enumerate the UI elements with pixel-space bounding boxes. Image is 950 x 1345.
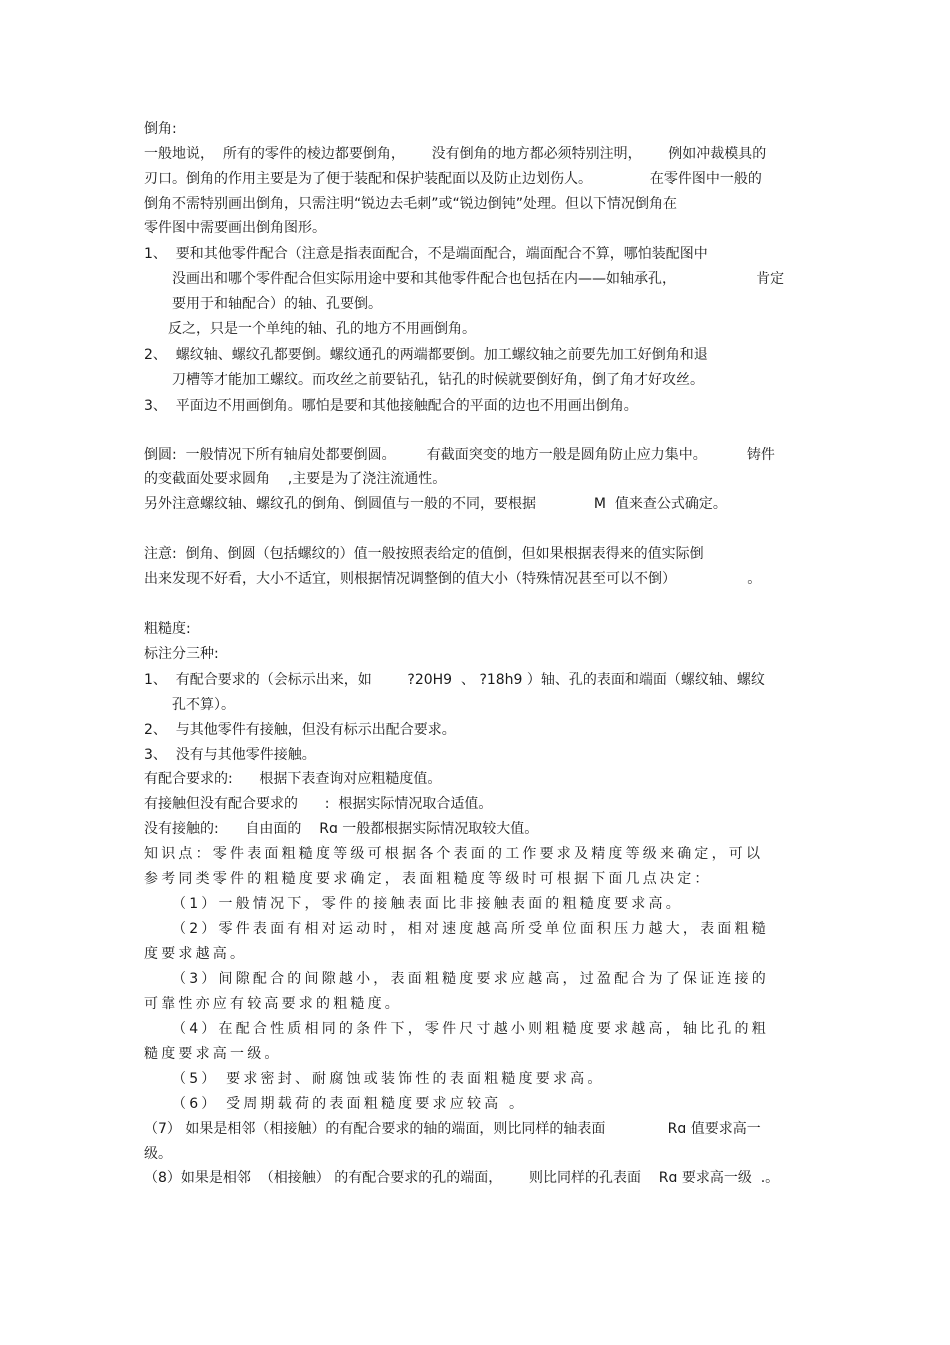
knowledge-line: 参考同类零件的粗糙度要求确定，表面粗糙度等级时可根据下面几点决定： xyxy=(144,871,712,887)
chamfer-list-item-continued: 要用于和轴配合）的轴、孔要倒。 xyxy=(172,296,382,312)
knowledge-point: （7） 如果是相邻（相接触）的有配合要求的轴的端面，则比同样的轴表面 Rɑ 值要求高一 xyxy=(144,1121,761,1137)
roughness-list-item-continued: 孔不算）。 xyxy=(172,697,235,713)
roughness-rule-line: 有接触但没有配合要求的 : 根据实际情况取合适值。 xyxy=(144,796,493,812)
note-line: 出来发现不好看，大小不适宜，则根据情况调整倒的值大小（特殊情况甚至可以不倒） 。 xyxy=(144,571,762,587)
chamfer-list-item-continued: 反之，只是一个单纯的轴、孔的地方不用画倒角。 xyxy=(168,321,476,337)
fillet-line: 另外注意螺纹轴、螺纹孔的倒角、倒圆值与一般的不同，要根据 M 值来查公式确定。 xyxy=(144,496,727,512)
roughness-list-item: 2、 与其他零件有接触，但没有标示出配合要求。 xyxy=(144,722,456,738)
fillet-line: 倒圆: 一般情况下所有轴肩处都要倒圆。 有截面突变的地方一般是圆角防止应力集中。 铸件 xyxy=(144,447,775,463)
chamfer-paragraph-line: 零件图中需要画出倒角图形。 xyxy=(144,220,326,236)
knowledge-line: 知识点：零件表面粗糙度等级可根据各个表面的工作要求及精度等级来确定，可以 xyxy=(144,846,764,862)
roughness-rule-line: 有配合要求的: 根据下表查询对应粗糙度值。 xyxy=(144,771,442,787)
knowledge-point: （5） 要求密封、耐腐蚀或装饰性的表面粗糙度要求高。 xyxy=(172,1071,605,1087)
chamfer-list-item-continued: 没画出和哪个零件配合但实际用途中要和其他零件配合也包括在内——如轴承孔， 肯定 xyxy=(172,271,785,287)
chamfer-paragraph-line: 倒角不需特别画出倒角，只需注明“锐边去毛刺”或“锐边倒钝”处理。但以下情况倒角在 xyxy=(144,196,678,212)
chamfer-list-item-continued: 刀槽等才能加工螺纹。而攻丝之前要钻孔，钻孔的时候就要倒好角，倒了角才好攻丝。 xyxy=(172,372,704,388)
roughness-title: 粗糙度: xyxy=(144,621,191,637)
chamfer-list-item: 2、 螺纹轴、螺纹孔都要倒。螺纹通孔的两端都要倒。加工螺纹轴之前要先加工好倒角和退 xyxy=(144,347,708,363)
roughness-rule-line: 没有接触的: 自由面的 Rɑ 一般都根据实际情况取较大值。 xyxy=(144,821,539,837)
roughness-subtitle: 标注分三种: xyxy=(144,646,219,662)
roughness-list-item: 1、 有配合要求的（会标示出来，如 ?20H9 、 ?18h9 ）轴、孔的表面和端面（螺纹轴、螺纹 xyxy=(144,672,765,688)
chamfer-paragraph-line: 一般地说， 所有的零件的棱边都要倒角， 没有倒角的地方都必须特别注明， 例如冲裁模具的 xyxy=(144,146,767,162)
knowledge-point: （1）一般情况下，零件的接触表面比非接触表面的粗糙度要求高。 xyxy=(172,896,683,912)
roughness-list-item: 3、 没有与其他零件接触。 xyxy=(144,747,316,763)
chamfer-list-item: 1、 要和其他零件配合（注意是指表面配合，不是端面配合，端面配合不算，哪怕装配图中 xyxy=(144,246,708,262)
knowledge-point-continued: 可靠性亦应有较高要求的粗糙度。 xyxy=(144,996,402,1012)
knowledge-point: （8）如果是相邻 （相接触） 的有配合要求的孔的端面， 则比同样的孔表面 Rɑ 要求高一级 .。 xyxy=(144,1170,780,1186)
chamfer-paragraph-line: 刃口。倒角的作用主要是为了便于装配和保护装配面以及防止边划伤人。 在零件图中一般的 xyxy=(144,171,762,187)
note-line: 注意: 倒角、倒圆（包括螺纹的）值一般按照表给定的值倒，但如果根据表得来的值实际倒 xyxy=(144,546,704,562)
chamfer-list-item: 3、 平面边不用画倒角。哪怕是要和其他接触配合的平面的边也不用画出倒角。 xyxy=(144,398,638,414)
knowledge-point: （3）间隙配合的间隙越小，表面粗糙度要求应越高，过盈配合为了保证连接的 xyxy=(172,971,769,987)
knowledge-point-continued: 级。 xyxy=(144,1146,172,1162)
knowledge-point-continued: 糙度要求高一级。 xyxy=(144,1046,282,1062)
fillet-line: 的变截面处要求圆角 ,主要是为了浇注流通性。 xyxy=(144,471,447,487)
chamfer-title: 倒角: xyxy=(144,121,177,137)
knowledge-point-continued: 度要求越高。 xyxy=(144,946,248,962)
knowledge-point: （2）零件表面有相对运动时，相对速度越高所受单位面积压力越大，表面粗糙 xyxy=(172,921,769,937)
knowledge-point: （4）在配合性质相同的条件下，零件尺寸越小则粗糙度要求越高，轴比孔的粗 xyxy=(172,1021,769,1037)
knowledge-point: （6） 受周期载荷的表面粗糙度要求应较高 。 xyxy=(172,1096,527,1112)
